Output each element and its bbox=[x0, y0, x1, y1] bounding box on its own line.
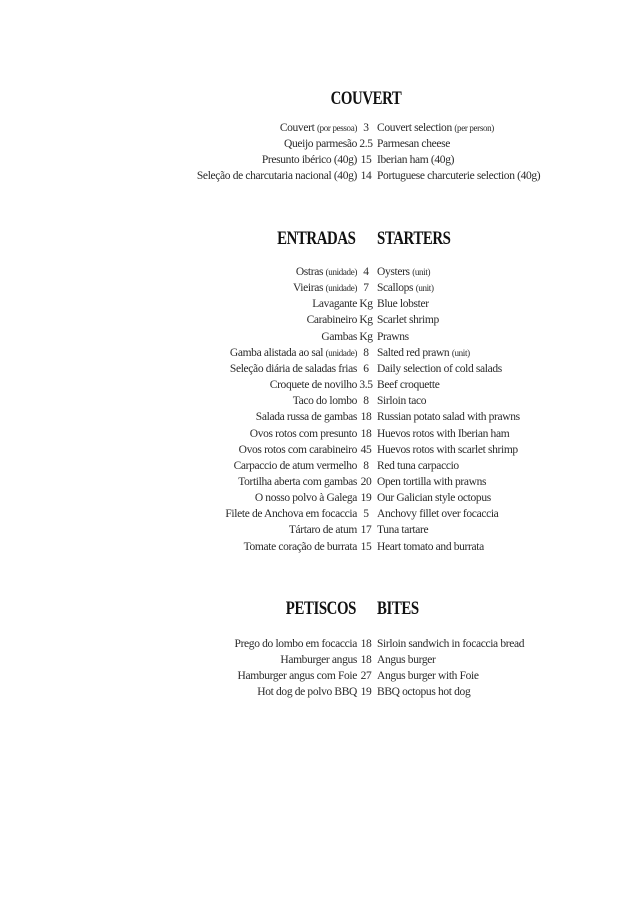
item-note-en: (unit) bbox=[415, 283, 434, 294]
menu-item bbox=[0, 345, 640, 361]
item-name-pt-text: Tomate coração de burrata bbox=[243, 540, 357, 553]
menu-item bbox=[0, 506, 640, 522]
item-name-pt-text: Hamburger angus com Foie bbox=[237, 670, 357, 683]
item-price: 14 bbox=[360, 170, 372, 183]
section-title-pt: PETISCOS bbox=[285, 598, 356, 619]
item-name-en bbox=[377, 168, 540, 184]
item-name-en-text: BBQ octopus hot dog bbox=[377, 686, 471, 699]
item-name-pt bbox=[225, 506, 357, 522]
menu-item bbox=[0, 668, 640, 684]
item-name-en bbox=[377, 280, 434, 296]
menu-item bbox=[0, 684, 640, 700]
menu-item bbox=[0, 280, 640, 296]
section-title-pt: ENTRADAS bbox=[277, 228, 356, 249]
item-price: 8 bbox=[363, 395, 369, 408]
item-name-pt-text: Ovos rotos com presunto bbox=[249, 427, 357, 440]
menu-item bbox=[0, 296, 640, 312]
menu-item bbox=[0, 539, 640, 555]
item-name-en bbox=[377, 506, 498, 522]
item-name-en bbox=[377, 426, 509, 442]
item-name-pt bbox=[289, 522, 357, 538]
item-name-en bbox=[377, 490, 491, 506]
menu-item bbox=[0, 409, 640, 425]
item-name-en bbox=[377, 312, 439, 328]
menu-item bbox=[0, 264, 640, 280]
menu-item bbox=[0, 168, 640, 184]
item-name-pt bbox=[284, 136, 357, 152]
menu-item bbox=[0, 312, 640, 328]
item-name-en bbox=[377, 668, 479, 684]
item-name-en bbox=[377, 474, 486, 490]
item-name-pt bbox=[197, 168, 357, 184]
item-name-pt bbox=[321, 329, 357, 345]
item-name-pt-text: Seleção de charcutaria nacional (40g) bbox=[196, 170, 357, 183]
item-price: 2.5 bbox=[359, 138, 373, 151]
item-price: 27 bbox=[360, 670, 372, 683]
item-name-pt-text: Ostras bbox=[295, 266, 324, 278]
section-title: COUVERT bbox=[330, 88, 402, 109]
item-name-en-text: Open tortilla with prawns bbox=[377, 475, 487, 488]
item-name-pt bbox=[238, 474, 357, 490]
item-name-en bbox=[377, 684, 470, 700]
item-price: 6 bbox=[363, 362, 369, 375]
menu-item bbox=[0, 152, 640, 168]
item-note-pt: (unidade) bbox=[325, 267, 357, 277]
item-note-en: (unit) bbox=[451, 347, 470, 358]
item-name-en-text: Iberian ham (40g) bbox=[377, 154, 455, 167]
item-name-pt-text: Carpaccio de atum vermelho bbox=[233, 459, 357, 472]
item-name-en-text: Blue lobster bbox=[377, 298, 429, 311]
item-name-en bbox=[377, 442, 518, 458]
item-name-pt-text: Croquete de novilho bbox=[269, 379, 357, 392]
menu-item bbox=[0, 490, 640, 506]
item-name-en-text: Tuna tartare bbox=[377, 524, 429, 537]
item-name-pt-text: Couvert bbox=[279, 122, 315, 134]
item-name-pt-text: Salada russa de gambas bbox=[255, 411, 357, 424]
menu-item bbox=[0, 636, 640, 652]
item-name-pt bbox=[296, 264, 357, 280]
item-name-en bbox=[377, 264, 430, 280]
item-price: 5 bbox=[363, 508, 369, 521]
item-name-en-text: Sirloin taco bbox=[377, 395, 427, 408]
item-name-en-text: Russian potato salad with prawns bbox=[377, 411, 520, 424]
item-name-en bbox=[377, 136, 450, 152]
item-price: 15 bbox=[360, 154, 372, 167]
item-price: 45 bbox=[360, 443, 372, 456]
item-name-pt-text: Gambas bbox=[321, 330, 357, 343]
item-price: 3.5 bbox=[359, 379, 373, 392]
item-name-pt-text: Hamburger angus bbox=[280, 654, 357, 667]
item-name-en-text: Couvert selection bbox=[377, 122, 452, 134]
item-price: 17 bbox=[360, 524, 372, 537]
menu-item bbox=[0, 442, 640, 458]
item-name-pt bbox=[235, 636, 357, 652]
item-name-en-text: Our Galician style octopus bbox=[377, 492, 491, 505]
item-name-pt-text: Tártaro de atum bbox=[288, 524, 357, 537]
item-name-pt bbox=[312, 296, 357, 312]
item-price: 7 bbox=[363, 282, 369, 295]
item-name-pt bbox=[230, 361, 357, 377]
item-name-en-text: Scallops bbox=[377, 282, 414, 295]
item-name-en-text: Daily selection of cold salads bbox=[377, 362, 502, 375]
menu-item bbox=[0, 393, 640, 409]
item-name-pt-text: Hot dog de polvo BBQ bbox=[257, 686, 357, 699]
item-name-pt-text: Vieiras bbox=[293, 282, 324, 295]
item-name-en-text: Huevos rotos with Iberian ham bbox=[377, 427, 510, 440]
item-name-en-text: Parmesan cheese bbox=[377, 138, 450, 151]
item-name-pt-text: Queijo parmesão bbox=[284, 138, 357, 151]
item-name-en bbox=[377, 329, 409, 345]
item-note-en: (unit) bbox=[412, 267, 431, 277]
item-name-en bbox=[377, 345, 470, 361]
item-name-en-text: Portuguese charcuterie selection (40g) bbox=[377, 170, 541, 183]
item-name-en-text: Angus burger bbox=[377, 654, 436, 667]
item-name-pt-text: O nosso polvo à Galega bbox=[254, 492, 357, 505]
menu-item bbox=[0, 377, 640, 393]
item-name-en bbox=[377, 152, 454, 168]
item-note-pt: (unidade) bbox=[325, 283, 357, 294]
item-name-en-text: Angus burger with Foie bbox=[377, 670, 479, 683]
item-name-en-text: Salted red prawn bbox=[377, 346, 450, 359]
item-price: 20 bbox=[360, 475, 372, 488]
item-name-pt-text: Ovos rotos com carabineiro bbox=[238, 443, 357, 456]
item-name-en bbox=[377, 120, 494, 136]
item-name-en bbox=[377, 377, 439, 393]
item-name-en-text: Scarlet shrimp bbox=[377, 314, 439, 327]
item-name-pt bbox=[239, 442, 357, 458]
item-name-pt bbox=[262, 152, 357, 168]
item-price: Kg bbox=[359, 330, 373, 343]
item-name-pt-text: Seleção diária de saladas frias bbox=[229, 362, 357, 375]
menu-item bbox=[0, 120, 640, 136]
item-name-en bbox=[377, 636, 524, 652]
item-name-en bbox=[377, 652, 436, 668]
item-name-en bbox=[377, 522, 428, 538]
item-name-pt bbox=[257, 684, 357, 700]
item-name-pt-text: Taco do lombo bbox=[292, 395, 357, 408]
item-name-en bbox=[377, 393, 426, 409]
item-note-pt: (unidade) bbox=[325, 347, 357, 358]
item-price: 18 bbox=[360, 654, 372, 667]
item-price: 18 bbox=[360, 427, 372, 440]
item-price: 8 bbox=[363, 459, 369, 472]
item-note-en: (per person) bbox=[454, 123, 494, 133]
item-price: 18 bbox=[360, 411, 372, 424]
item-name-pt bbox=[307, 312, 357, 328]
item-name-pt bbox=[280, 120, 357, 136]
item-name-en-text: Sirloin sandwich in focaccia bread bbox=[377, 638, 525, 650]
item-price: 15 bbox=[360, 540, 372, 553]
item-name-en-text: Beef croquette bbox=[377, 379, 440, 392]
item-name-pt bbox=[293, 280, 357, 296]
item-name-en bbox=[377, 296, 429, 312]
item-name-en bbox=[377, 539, 484, 555]
item-price: 19 bbox=[360, 686, 372, 699]
item-name-en-text: Red tuna carpaccio bbox=[377, 459, 459, 472]
item-name-en bbox=[377, 409, 520, 425]
item-name-pt bbox=[256, 409, 357, 425]
menu-item bbox=[0, 522, 640, 538]
item-name-en-text: Anchovy fillet over focaccia bbox=[377, 508, 499, 521]
item-name-pt bbox=[230, 345, 357, 361]
item-price: Kg bbox=[359, 298, 373, 311]
menu-item bbox=[0, 136, 640, 152]
item-name-en-text: Heart tomato and burrata bbox=[377, 540, 484, 553]
item-name-pt bbox=[293, 393, 357, 409]
item-name-pt bbox=[270, 377, 357, 393]
item-name-pt-text: Tortilha aberta com gambas bbox=[238, 475, 357, 488]
item-name-en bbox=[377, 458, 459, 474]
menu-item bbox=[0, 361, 640, 377]
item-name-pt-text: Filete de Anchova em focaccia bbox=[225, 508, 357, 521]
item-price: 3 bbox=[363, 122, 369, 134]
item-name-en-text: Oysters bbox=[377, 266, 410, 278]
item-name-pt bbox=[255, 490, 357, 506]
item-name-pt bbox=[250, 426, 357, 442]
item-name-pt bbox=[244, 539, 357, 555]
item-price: 19 bbox=[360, 492, 372, 505]
menu-item bbox=[0, 474, 640, 490]
menu-item bbox=[0, 458, 640, 474]
item-name-pt bbox=[238, 668, 357, 684]
item-price: 8 bbox=[363, 346, 369, 359]
item-name-pt-text: Lavagante bbox=[312, 298, 357, 311]
section-title-en: BITES bbox=[377, 598, 419, 619]
item-price: Kg bbox=[359, 314, 373, 327]
item-price: 4 bbox=[363, 266, 369, 278]
item-name-en-text: Huevos rotos with scarlet shrimp bbox=[377, 443, 518, 456]
item-name-pt bbox=[234, 458, 357, 474]
item-name-pt bbox=[280, 652, 357, 668]
item-name-pt-text: Prego do lombo em focaccia bbox=[234, 638, 357, 650]
menu-item bbox=[0, 329, 640, 345]
item-name-pt-text: Gamba alistada ao sal bbox=[229, 346, 324, 359]
item-note-pt: (por pessoa) bbox=[316, 123, 357, 133]
item-price: 18 bbox=[360, 638, 372, 650]
item-name-pt-text: Presunto ibérico (40g) bbox=[261, 154, 357, 167]
section-title-en: STARTERS bbox=[377, 228, 451, 249]
item-name-pt-text: Carabineiro bbox=[306, 314, 357, 327]
menu-item bbox=[0, 426, 640, 442]
item-name-en bbox=[377, 361, 502, 377]
item-name-en-text: Prawns bbox=[377, 330, 409, 343]
menu-item bbox=[0, 652, 640, 668]
